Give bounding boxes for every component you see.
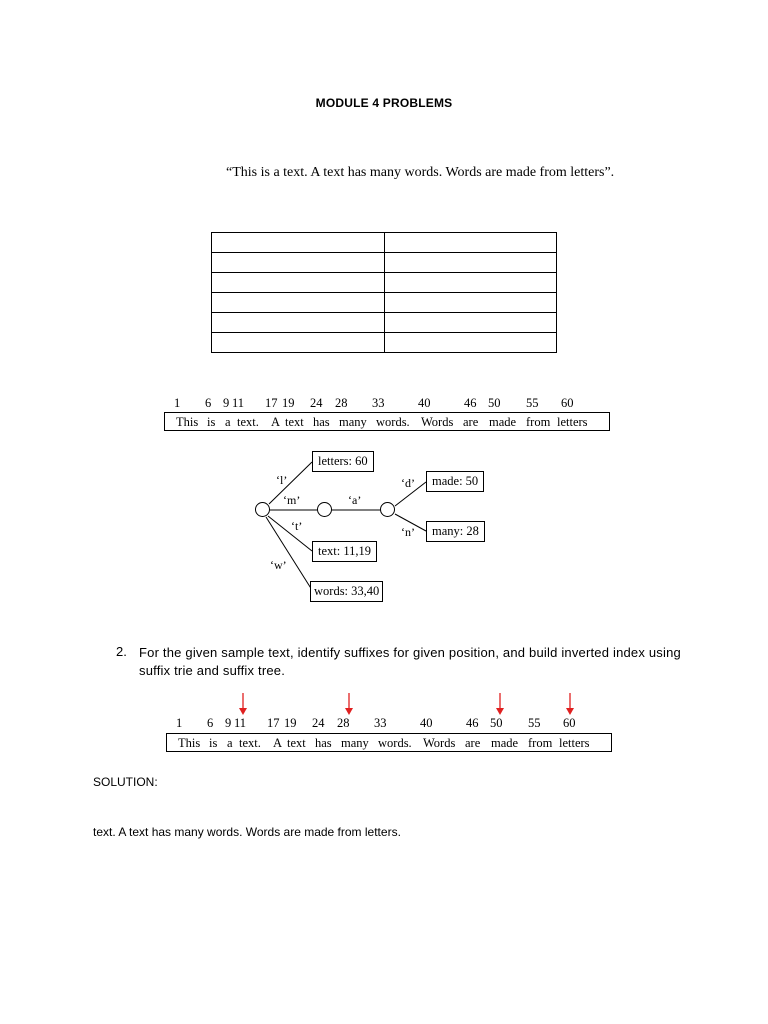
edge-label: ‘l’ [276,473,288,487]
position-number: 55 [528,716,541,730]
sample-word: letters [557,415,588,429]
down-arrow-icon [239,693,247,715]
sample-word: text [287,736,306,750]
sample-word: A [273,736,283,750]
sample-word: A [271,415,281,429]
position-number: 6 [205,396,212,410]
tree-leaf: made: 50 [426,471,484,492]
tree-leaf: words: 33,40 [310,581,383,602]
page-title: MODULE 4 PROBLEMS [315,96,453,110]
sample-word: This [176,415,199,429]
position-number: 19 [284,716,297,730]
sample-word: many [339,415,367,429]
position-number: 9 [223,396,230,410]
sample-word: from [528,736,553,750]
position-number: 6 [207,716,214,730]
sample-word: a [225,415,231,429]
position-number: 1 [174,396,181,410]
solution-label: SOLUTION: [93,775,158,789]
sample-text-box-2 [166,733,612,752]
edge-label: ‘w’ [270,558,287,572]
position-number: 50 [490,716,503,730]
down-arrow-icon [566,693,574,715]
sample-word: text [285,415,304,429]
position-number: 1 [176,716,183,730]
sample-word: is [209,736,218,750]
position-number: 19 [282,396,295,410]
edge-label: ‘d’ [401,476,415,490]
problem-number: 2. [116,644,127,659]
position-number: 60 [561,396,574,410]
sample-word: words. [378,736,412,750]
problem-statement: For the given sample text, identify suffixes for given position, and build inverted index using suffix trie and suffix tree. [139,645,681,678]
position-number: 17 [267,716,280,730]
position-number: 9 [225,716,232,730]
down-arrow-icon [496,693,504,715]
position-number: 40 [420,716,433,730]
position-number: 11 [234,716,247,730]
sample-word: Words [423,736,456,750]
edge-label: ‘t’ [291,519,303,533]
sample-quote: “This is a text. A text has many words. Words are made from letters”. [226,165,615,180]
sample-word: Words [421,415,454,429]
position-number: 60 [563,716,576,730]
position-number: 40 [418,396,431,410]
position-number: 46 [466,716,479,730]
position-number: 46 [464,396,477,410]
sample-word: text. [237,415,259,429]
tree-leaf: many: 28 [426,521,485,542]
position-number: 28 [335,396,348,410]
sample-word: has [313,415,330,429]
tree-leaf: letters: 60 [312,451,374,472]
tree-leaf: text: 11,19 [312,541,377,562]
sample-word: text. [239,736,261,750]
down-arrow-icon [345,693,353,715]
position-number: 33 [374,716,387,730]
position-number: 17 [265,396,278,410]
edge-label: ‘n’ [401,525,415,539]
sample-word: is [207,415,216,429]
position-number: 24 [312,716,325,730]
position-number: 28 [337,716,350,730]
position-number: 11 [232,396,245,410]
sample-word: made [489,415,517,429]
sample-word: letters [559,736,590,750]
sample-word: has [315,736,332,750]
sample-word: are [463,415,479,429]
sample-word: from [526,415,551,429]
sample-word: a [227,736,233,750]
edge-label: ‘a’ [348,493,362,507]
sample-word: many [341,736,369,750]
suffix-line: text. A text has many words. Words are made from letters. [93,825,401,839]
position-number: 24 [310,396,323,410]
position-numbers-2 [0,716,768,732]
sample-word: are [465,736,481,750]
position-number: 33 [372,396,385,410]
sample-word: words. [376,415,410,429]
edge-label: ‘m’ [283,493,301,507]
sample-word: made [491,736,519,750]
sample-word: This [178,736,201,750]
position-number: 50 [488,396,501,410]
position-number: 55 [526,396,539,410]
